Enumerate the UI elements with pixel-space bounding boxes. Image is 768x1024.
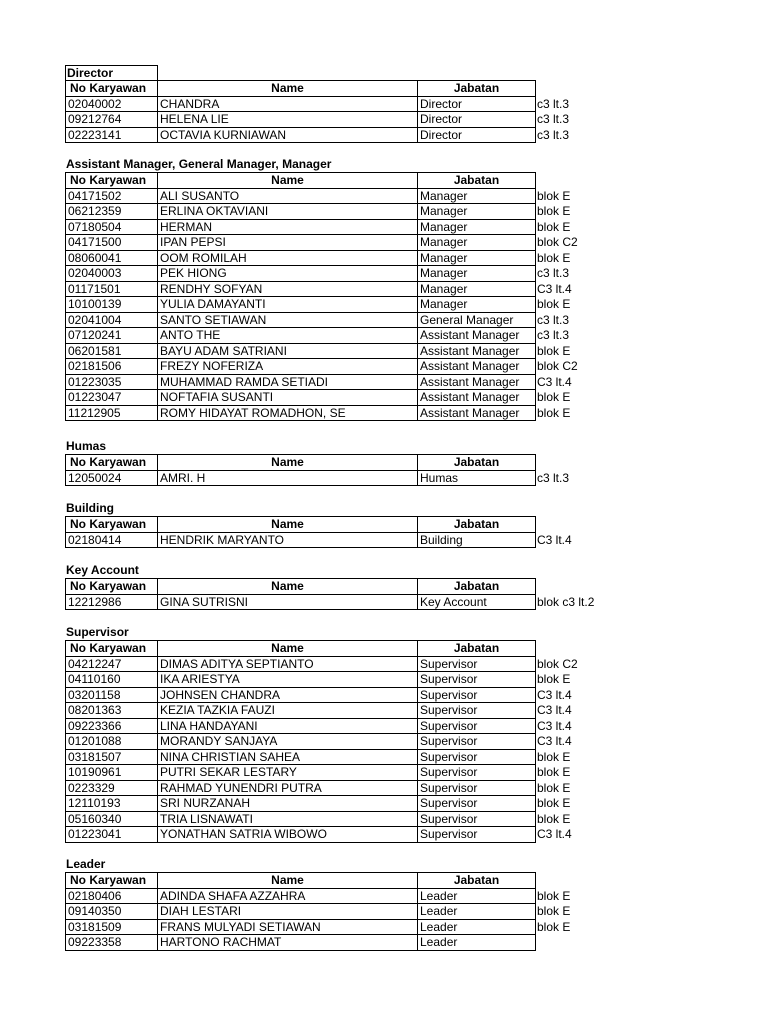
table-row xyxy=(66,904,606,920)
section-title: Director xyxy=(65,65,158,80)
table-row xyxy=(66,765,606,781)
employee-location: blok E xyxy=(537,343,571,358)
section-title: Leader xyxy=(66,857,106,871)
employee-number: 03181507 xyxy=(66,749,158,765)
employee-name: FREZY NOFERIZA xyxy=(158,359,418,375)
employee-location: c3 lt.3 xyxy=(537,312,570,327)
employee-location: C3 lt.4 xyxy=(537,703,572,718)
section-title: Humas xyxy=(66,439,107,453)
header-jabatan: Jabatan xyxy=(418,173,536,189)
employee-name: ANTO THE xyxy=(158,328,418,344)
employee-name: HENDRIK MARYANTO xyxy=(158,532,418,548)
employee-name: ADINDA SHAFA AZZAHRA xyxy=(158,888,418,904)
header-location-empty xyxy=(536,173,606,189)
employee-number: 01223047 xyxy=(66,390,158,406)
employee-name: RAHMAD YUNENDRI PUTRA xyxy=(158,780,418,796)
header-name: Name xyxy=(158,455,418,471)
employee-number: 06201581 xyxy=(66,343,158,359)
employee-location: blok c3 lt.2 xyxy=(537,594,595,609)
employee-location: c3 lt.3 xyxy=(537,96,570,111)
header-no-karyawan: No Karyawan xyxy=(66,579,158,595)
table-row xyxy=(66,703,606,719)
table-row xyxy=(66,297,606,313)
section-supervisor xyxy=(65,625,606,843)
employee-name: OCTAVIA KURNIAWAN xyxy=(158,127,418,143)
employee-number: 04171502 xyxy=(66,188,158,204)
employee-jabatan: Supervisor xyxy=(418,749,536,765)
table-row xyxy=(66,188,606,204)
header-location-empty xyxy=(536,517,606,533)
employee-name: MUHAMMAD RAMDA SETIADI xyxy=(158,374,418,390)
employee-number: 02180406 xyxy=(66,888,158,904)
table-row xyxy=(66,780,606,796)
employee-number: 12212986 xyxy=(66,594,158,610)
employee-jabatan: Director xyxy=(418,127,536,143)
employee-jabatan: Manager xyxy=(418,204,536,220)
employee-table xyxy=(65,872,606,951)
header-location-empty xyxy=(536,873,606,889)
table-row xyxy=(66,112,606,128)
employee-name: SANTO SETIAWAN xyxy=(158,312,418,328)
employee-number: 02181506 xyxy=(66,359,158,375)
employee-number: 02223141 xyxy=(66,127,158,143)
employee-name: FRANS MULYADI SETIAWAN xyxy=(158,919,418,935)
employee-table xyxy=(65,640,606,843)
employee-location: C3 lt.4 xyxy=(537,734,572,749)
section-humas xyxy=(65,439,606,486)
table-row xyxy=(66,405,606,421)
header-jabatan: Jabatan xyxy=(418,455,536,471)
employee-jabatan: Director xyxy=(418,96,536,112)
employee-name: JOHNSEN CHANDRA xyxy=(158,687,418,703)
employee-number: 09223358 xyxy=(66,935,158,951)
employee-number: 07120241 xyxy=(66,328,158,344)
table-header-row xyxy=(66,517,606,533)
employee-jabatan: Manager xyxy=(418,188,536,204)
employee-jabatan: Building xyxy=(418,532,536,548)
employee-location: C3 lt.4 xyxy=(537,718,572,733)
table-header-row xyxy=(66,81,606,97)
employee-jabatan: Assistant Manager xyxy=(418,343,536,359)
employee-location: blok E xyxy=(537,749,571,764)
employee-number: 09223366 xyxy=(66,718,158,734)
employee-name: AMRI. H xyxy=(158,470,418,486)
employee-location: C3 lt.4 xyxy=(537,281,572,296)
employee-location: blok E xyxy=(537,188,571,203)
section-title: Building xyxy=(66,501,114,515)
table-row xyxy=(66,470,606,486)
header-name: Name xyxy=(158,641,418,657)
employee-name: SRI NURZANAH xyxy=(158,796,418,812)
header-location-empty xyxy=(536,641,606,657)
employee-number: 03181509 xyxy=(66,919,158,935)
employee-jabatan: Manager xyxy=(418,281,536,297)
employee-location: C3 lt.4 xyxy=(537,374,572,389)
table-row xyxy=(66,219,606,235)
header-name: Name xyxy=(158,873,418,889)
employee-jabatan: Supervisor xyxy=(418,672,536,688)
employee-jabatan: Assistant Manager xyxy=(418,405,536,421)
employee-name: RENDHY SOFYAN xyxy=(158,281,418,297)
table-row xyxy=(66,687,606,703)
table-row xyxy=(66,374,606,390)
employee-jabatan: Supervisor xyxy=(418,703,536,719)
employee-number: 0223329 xyxy=(66,780,158,796)
table-row xyxy=(66,888,606,904)
employee-jabatan: Manager xyxy=(418,219,536,235)
section-title: Key Account xyxy=(66,563,139,577)
employee-jabatan: Supervisor xyxy=(418,765,536,781)
employee-location: blok E xyxy=(537,796,571,811)
employee-name: IKA ARIESTYA xyxy=(158,672,418,688)
employee-name: ALI SUSANTO xyxy=(158,188,418,204)
table-row xyxy=(66,359,606,375)
employee-jabatan: Supervisor xyxy=(418,718,536,734)
employee-location xyxy=(536,935,606,951)
table-row xyxy=(66,796,606,812)
employee-number: 08201363 xyxy=(66,703,158,719)
employee-name: HERMAN xyxy=(158,219,418,235)
employee-name: GINA SUTRISNI xyxy=(158,594,418,610)
employee-name: DIAH LESTARI xyxy=(158,904,418,920)
header-name: Name xyxy=(158,173,418,189)
header-location-empty xyxy=(536,579,606,595)
employee-number: 01171501 xyxy=(66,281,158,297)
employee-location: c3 lt.3 xyxy=(537,266,570,281)
employee-name: NINA CHRISTIAN SAHEA xyxy=(158,749,418,765)
header-location-empty xyxy=(536,455,606,471)
employee-jabatan: Supervisor xyxy=(418,780,536,796)
table-row xyxy=(66,532,606,548)
employee-jabatan: Manager xyxy=(418,266,536,282)
header-jabatan: Jabatan xyxy=(418,641,536,657)
employee-location: blok E xyxy=(537,765,571,780)
table-row xyxy=(66,656,606,672)
header-name: Name xyxy=(158,579,418,595)
employee-jabatan: Key Account xyxy=(418,594,536,610)
section-key-account xyxy=(65,563,606,610)
employee-jabatan: Assistant Manager xyxy=(418,390,536,406)
employee-jabatan: Supervisor xyxy=(418,687,536,703)
table-row xyxy=(66,390,606,406)
employee-location: blok E xyxy=(537,811,571,826)
employee-number: 11212905 xyxy=(66,405,158,421)
employee-table xyxy=(65,172,606,421)
section-management xyxy=(65,157,606,421)
employee-number: 02041004 xyxy=(66,312,158,328)
employee-location: blok C2 xyxy=(537,359,578,374)
table-row xyxy=(66,266,606,282)
employee-name: MORANDY SANJAYA xyxy=(158,734,418,750)
employee-name: YONATHAN SATRIA WIBOWO xyxy=(158,827,418,843)
employee-location: blok E xyxy=(537,250,571,265)
employee-number: 01201088 xyxy=(66,734,158,750)
employee-number: 01223041 xyxy=(66,827,158,843)
employee-number: 02040002 xyxy=(66,96,158,112)
employee-location: blok E xyxy=(537,390,571,405)
employee-name: HELENA LIE xyxy=(158,112,418,128)
table-row xyxy=(66,919,606,935)
employee-number: 12050024 xyxy=(66,470,158,486)
table-row xyxy=(66,811,606,827)
header-jabatan: Jabatan xyxy=(418,873,536,889)
employee-number: 04171500 xyxy=(66,235,158,251)
employee-number: 02180414 xyxy=(66,532,158,548)
employee-number: 04212247 xyxy=(66,656,158,672)
table-row xyxy=(66,718,606,734)
table-row xyxy=(66,312,606,328)
header-no-karyawan: No Karyawan xyxy=(66,455,158,471)
employee-jabatan: Assistant Manager xyxy=(418,359,536,375)
table-header-row xyxy=(66,579,606,595)
employee-number: 03201158 xyxy=(66,687,158,703)
employee-jabatan: Leader xyxy=(418,919,536,935)
employee-location: C3 lt.4 xyxy=(537,827,572,842)
section-director xyxy=(65,65,606,143)
employee-number: 10100139 xyxy=(66,297,158,313)
header-jabatan: Jabatan xyxy=(418,81,536,97)
table-row xyxy=(66,127,606,143)
employee-jabatan: Manager xyxy=(418,297,536,313)
employee-location: blok E xyxy=(537,405,571,420)
employee-location: blok C2 xyxy=(537,235,578,250)
table-row xyxy=(66,935,606,951)
employee-name: HARTONO RACHMAT xyxy=(158,935,418,951)
employee-name: ROMY HIDAYAT ROMADHON, SE xyxy=(158,405,418,421)
employee-number: 08060041 xyxy=(66,250,158,266)
employee-number: 05160340 xyxy=(66,811,158,827)
table-row xyxy=(66,235,606,251)
employee-jabatan: Leader xyxy=(418,935,536,951)
section-building xyxy=(65,501,606,548)
employee-location: blok E xyxy=(537,204,571,219)
employee-jabatan: Assistant Manager xyxy=(418,374,536,390)
employee-location: blok E xyxy=(537,904,571,919)
employee-number: 09212764 xyxy=(66,112,158,128)
employee-number: 04110160 xyxy=(66,672,158,688)
employee-table xyxy=(65,80,606,143)
header-no-karyawan: No Karyawan xyxy=(66,173,158,189)
header-location-empty xyxy=(536,81,606,97)
employee-location: blok C2 xyxy=(537,656,578,671)
employee-jabatan: Supervisor xyxy=(418,811,536,827)
section-title: Supervisor xyxy=(66,625,129,639)
employee-name: PEK HIONG xyxy=(158,266,418,282)
employee-jabatan: Director xyxy=(418,112,536,128)
employee-table xyxy=(65,454,606,486)
employee-jabatan: Supervisor xyxy=(418,796,536,812)
table-row xyxy=(66,96,606,112)
employee-number: 09140350 xyxy=(66,904,158,920)
section-title: Assistant Manager, General Manager, Manager xyxy=(66,157,332,171)
employee-jabatan: Manager xyxy=(418,250,536,266)
employee-location: c3 lt.3 xyxy=(537,328,570,343)
employee-table xyxy=(65,516,606,548)
employee-jabatan: Supervisor xyxy=(418,827,536,843)
employee-location: blok E xyxy=(537,297,571,312)
employee-location: blok E xyxy=(537,919,571,934)
table-row xyxy=(66,827,606,843)
employee-name: LINA HANDAYANI xyxy=(158,718,418,734)
employee-jabatan: Humas xyxy=(418,470,536,486)
header-name: Name xyxy=(158,81,418,97)
employee-name: PUTRI SEKAR LESTARY xyxy=(158,765,418,781)
employee-location: blok E xyxy=(537,780,571,795)
table-row xyxy=(66,204,606,220)
header-jabatan: Jabatan xyxy=(418,517,536,533)
table-row xyxy=(66,594,606,610)
employee-location: c3 lt.3 xyxy=(537,127,570,142)
header-no-karyawan: No Karyawan xyxy=(66,517,158,533)
employee-jabatan: Leader xyxy=(418,904,536,920)
employee-number: 02040003 xyxy=(66,266,158,282)
table-header-row xyxy=(66,173,606,189)
table-row xyxy=(66,672,606,688)
table-row xyxy=(66,250,606,266)
employee-name: KEZIA TAZKIA FAUZI xyxy=(158,703,418,719)
employee-location: blok E xyxy=(537,219,571,234)
header-no-karyawan: No Karyawan xyxy=(66,81,158,97)
table-header-row xyxy=(66,873,606,889)
employee-name: CHANDRA xyxy=(158,96,418,112)
table-row xyxy=(66,343,606,359)
employee-number: 06212359 xyxy=(66,204,158,220)
employee-jabatan: Supervisor xyxy=(418,734,536,750)
employee-name: DIMAS ADITYA SEPTIANTO xyxy=(158,656,418,672)
employee-number: 07180504 xyxy=(66,219,158,235)
table-header-row xyxy=(66,641,606,657)
employee-location: C3 lt.4 xyxy=(537,687,572,702)
employee-name: BAYU ADAM SATRIANI xyxy=(158,343,418,359)
employee-table xyxy=(65,578,606,610)
employee-name: OOM ROMILAH xyxy=(158,250,418,266)
table-row xyxy=(66,749,606,765)
employee-name: TRIA LISNAWATI xyxy=(158,811,418,827)
employee-location: c3 lt.3 xyxy=(537,112,570,127)
employee-jabatan: Assistant Manager xyxy=(418,328,536,344)
table-header-row xyxy=(66,455,606,471)
table-row xyxy=(66,328,606,344)
employee-jabatan: General Manager xyxy=(418,312,536,328)
table-row xyxy=(66,281,606,297)
employee-jabatan: Leader xyxy=(418,888,536,904)
employee-location: blok E xyxy=(537,672,571,687)
section-leader xyxy=(65,857,606,951)
employee-jabatan: Supervisor xyxy=(418,656,536,672)
employee-location: c3 lt.3 xyxy=(537,470,570,485)
employee-name: NOFTAFIA SUSANTI xyxy=(158,390,418,406)
employee-number: 01223035 xyxy=(66,374,158,390)
employee-name: IPAN PEPSI xyxy=(158,235,418,251)
header-no-karyawan: No Karyawan xyxy=(66,873,158,889)
header-name: Name xyxy=(158,517,418,533)
employee-name: ERLINA OKTAVIANI xyxy=(158,204,418,220)
employee-location: blok E xyxy=(537,888,571,903)
employee-number: 10190961 xyxy=(66,765,158,781)
table-row xyxy=(66,734,606,750)
employee-number: 12110193 xyxy=(66,796,158,812)
employee-location: C3 lt.4 xyxy=(537,532,572,547)
employee-jabatan: Manager xyxy=(418,235,536,251)
header-no-karyawan: No Karyawan xyxy=(66,641,158,657)
employee-name: YULIA DAMAYANTI xyxy=(158,297,418,313)
header-jabatan: Jabatan xyxy=(418,579,536,595)
